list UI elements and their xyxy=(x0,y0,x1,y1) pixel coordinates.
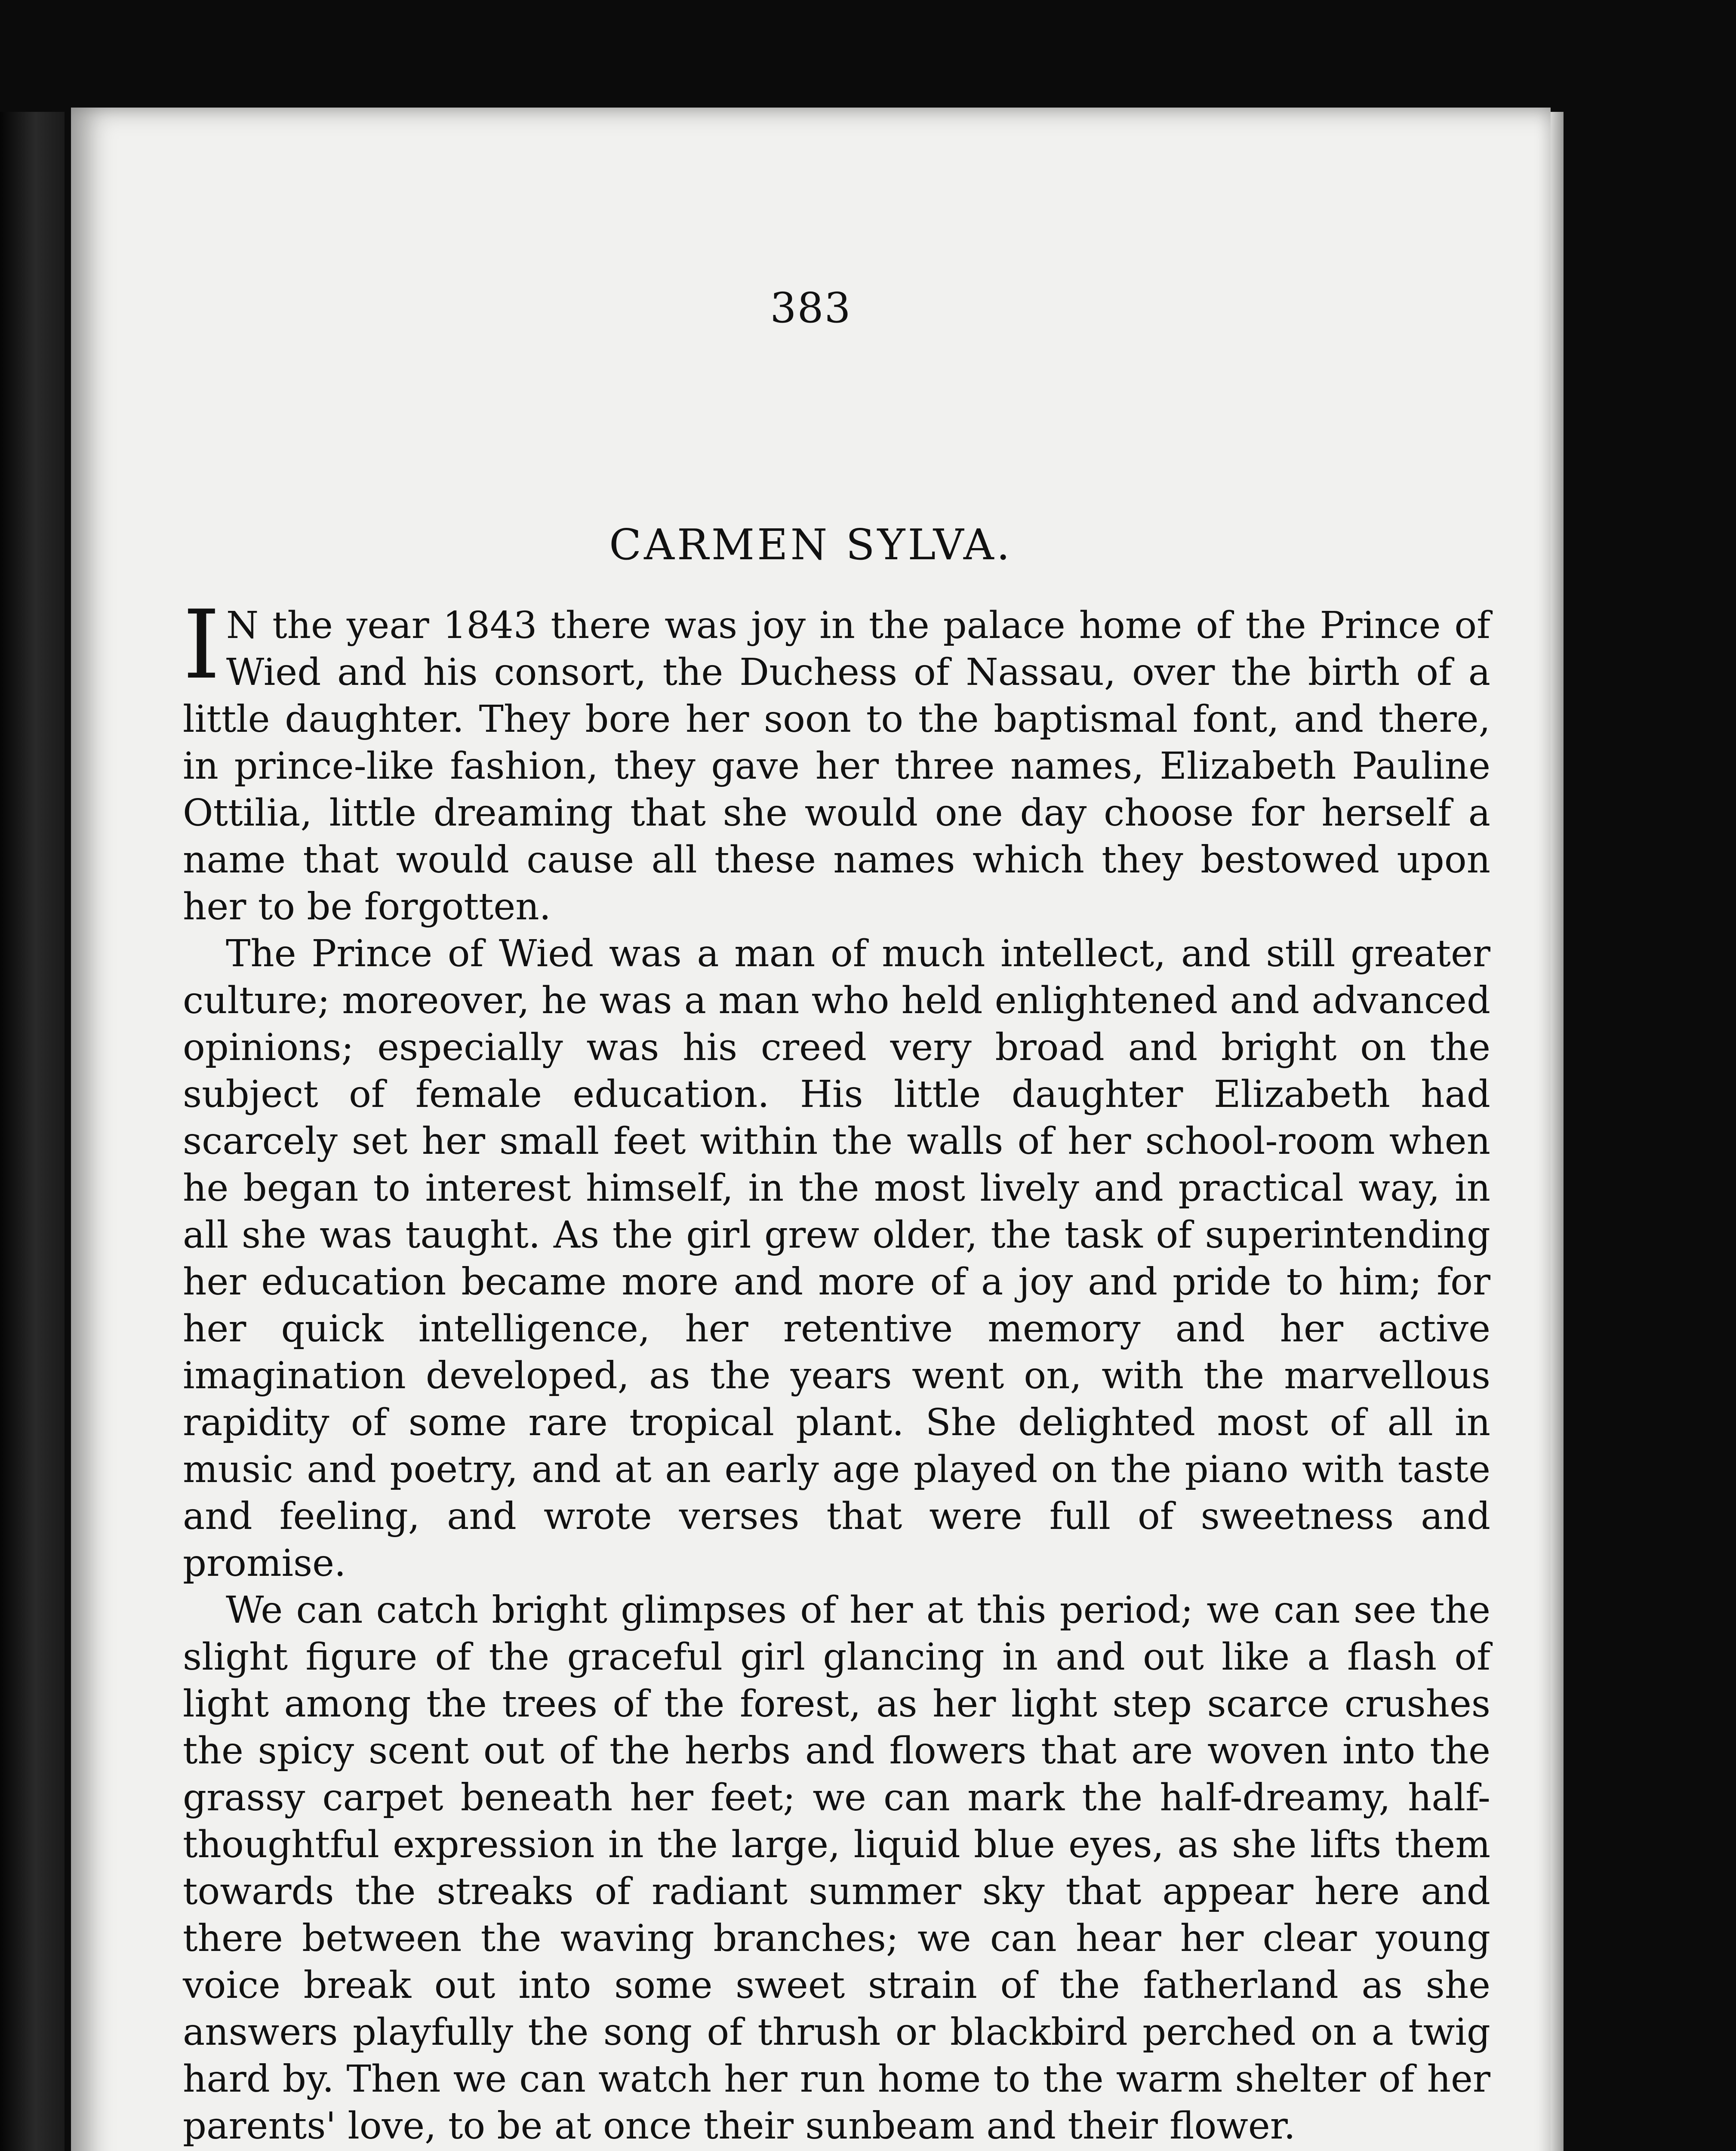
paragraph-1-text: N the year 1843 there was joy in the palace home of the Prince of Wied and his consort, the Duchess of Nassau, over the birth of a little daughter. They bore her soon to the baptismal font, and there, in prince-like fashion, they gave her three names, Elizabeth Pauline Ottilia, little dreaming that she would one day choose for herself a name that would cause all these names which they bestowed upon her to be forgotten. xyxy=(183,604,1490,928)
drop-cap: I xyxy=(183,590,220,700)
page-number: 383 xyxy=(770,284,852,332)
chapter-title: CARMEN SYLVA. xyxy=(609,521,1013,570)
page-right-edge xyxy=(1551,112,1564,2151)
paragraph-1 xyxy=(183,590,1490,931)
book-page xyxy=(71,108,1551,2151)
paragraph-2: The Prince of Wied was a man of much intellect, and still greater culture; moreover, he was a man who held enlightened and advanced opinions; especially was his creed very broad and bright on the subject of female education. His little daughter Elizabeth had scarcely set her small feet within the walls of her school-room when he began to interest himself, in the most lively and practical way, in all she was taught. As the girl grew older, the task of superintending her education became more and more of a joy and pride to him; for her quick intelligence, her retentive memory and her active imagination developed, as the years went on, with the marvellous rapidity of some rare tropical plant. She delighted most of all in music and poetry, and at an early age played on the piano with taste and feeling, and wrote verses that were full of sweetness and promise. xyxy=(183,932,1490,1585)
paragraph-3: We can catch bright glimpses of her at this period; we can see the slight figure of the graceful girl glancing in and out like a flash of light among the trees of the forest, as her light step scarce crushes the spicy scent out of the herbs and flowers that are woven into the grassy carpet beneath her feet; we can mark the half-dreamy, half-thoughtful expression in the large, liquid blue eyes, as she lifts them towards the streaks of radiant summer sky that appear here and there between the waving branches; we can hear her clear young voice break out into some sweet strain of the fatherland as she answers playfully the song of thrush or blackbird perched on a twig hard by. Then we can watch her run home to the warm shelter of her parents' love, to be at once their sunbeam and their flower. xyxy=(183,1589,1490,2148)
previous-page-edge xyxy=(0,112,65,2151)
body-text xyxy=(183,590,1490,2151)
